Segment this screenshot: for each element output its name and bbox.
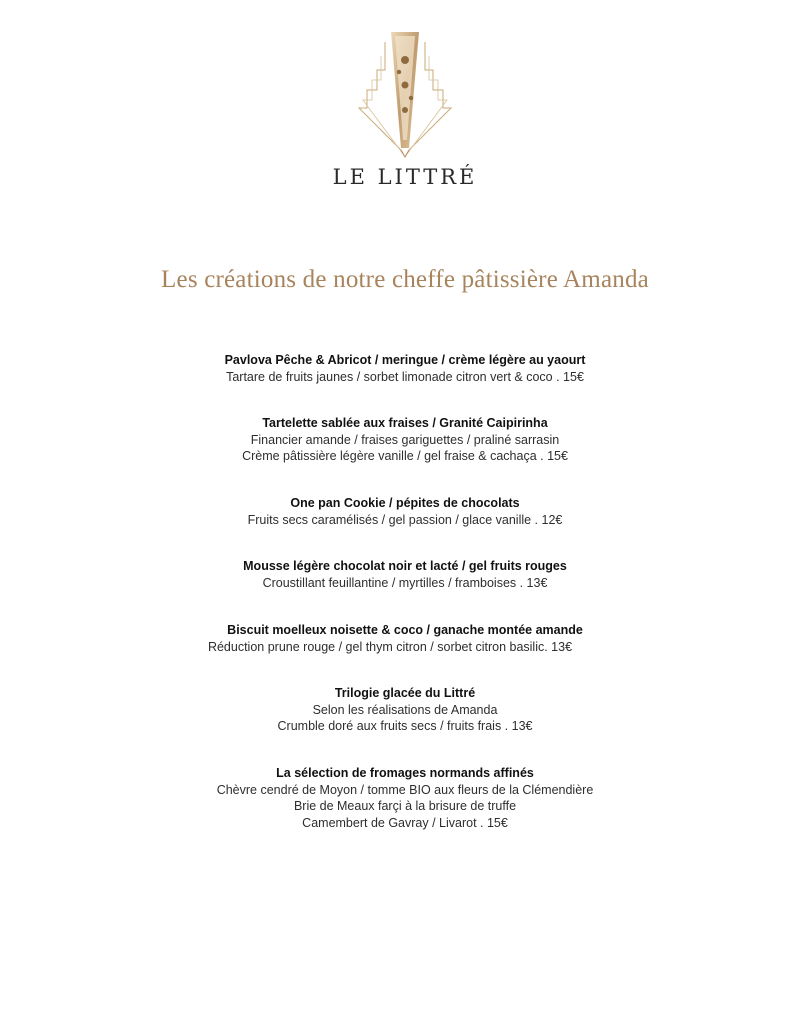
menu-item-description: Camembert de Gavray / Livarot . 15€: [302, 815, 508, 830]
menu-item-description: Selon les réalisations de Amanda: [312, 702, 498, 717]
page-title: Les créations de notre cheffe pâtissière Amanda: [161, 266, 649, 293]
menu-item-name: Tartelette sablée aux fraises / Granité Caipirinha: [262, 416, 548, 430]
menu-item-name: One pan Cookie / pépites de chocolats: [290, 496, 520, 510]
menu-item-description: Crème pâtissière légère vanille / gel fraise & cachaça . 15€: [242, 449, 568, 463]
menu-item-name: Biscuit moelleux noisette & coco / ganache montée amande: [227, 623, 583, 637]
menu-item-description: Chèvre cendré de Moyon / tomme BIO aux fleurs de la Clémendière: [216, 782, 594, 797]
brand-name: LE LITTRÉ: [332, 165, 478, 189]
menu-item: [0, 558, 810, 591]
menu-item-description: Croustillant feuillantine / myrtilles / framboises . 13€: [262, 575, 548, 590]
menu-item-name: Pavlova Pêche & Abricot / meringue / crème légère au yaourt: [224, 353, 586, 367]
menu-item: [0, 352, 810, 385]
menu-item: [0, 685, 810, 735]
menu-item-name: La sélection de fromages normands affinés: [276, 766, 534, 780]
menu-item-name: Trilogie glacée du Littré: [334, 686, 476, 700]
menu-item-name: Mousse légère chocolat noir et lacté / gel fruits rouges: [243, 559, 567, 573]
menu-item: [0, 765, 810, 831]
menu-item: [0, 622, 795, 655]
menu-item-description: Brie de Meaux farçi à la brisure de truffe: [293, 799, 517, 813]
menu-item-description: Fruits secs caramélisés / gel passion / glace vanille . 12€: [247, 512, 563, 527]
menu-item: [0, 495, 810, 528]
menu-item-description: Crumble doré aux fruits secs / fruits frais . 13€: [277, 719, 533, 733]
menu-item-description: Réduction prune rouge / gel thym citron / sorbet citron basilic. 13€: [207, 639, 573, 654]
menu-item-description: Tartare de fruits jaunes / sorbet limonade citron vert & coco . 15€: [226, 369, 584, 384]
menu-item: [0, 415, 810, 465]
art-deco-fan-logo-icon: [355, 30, 455, 158]
menu-item-description: Financier amande / fraises gariguettes / praliné sarrasin: [250, 432, 560, 447]
